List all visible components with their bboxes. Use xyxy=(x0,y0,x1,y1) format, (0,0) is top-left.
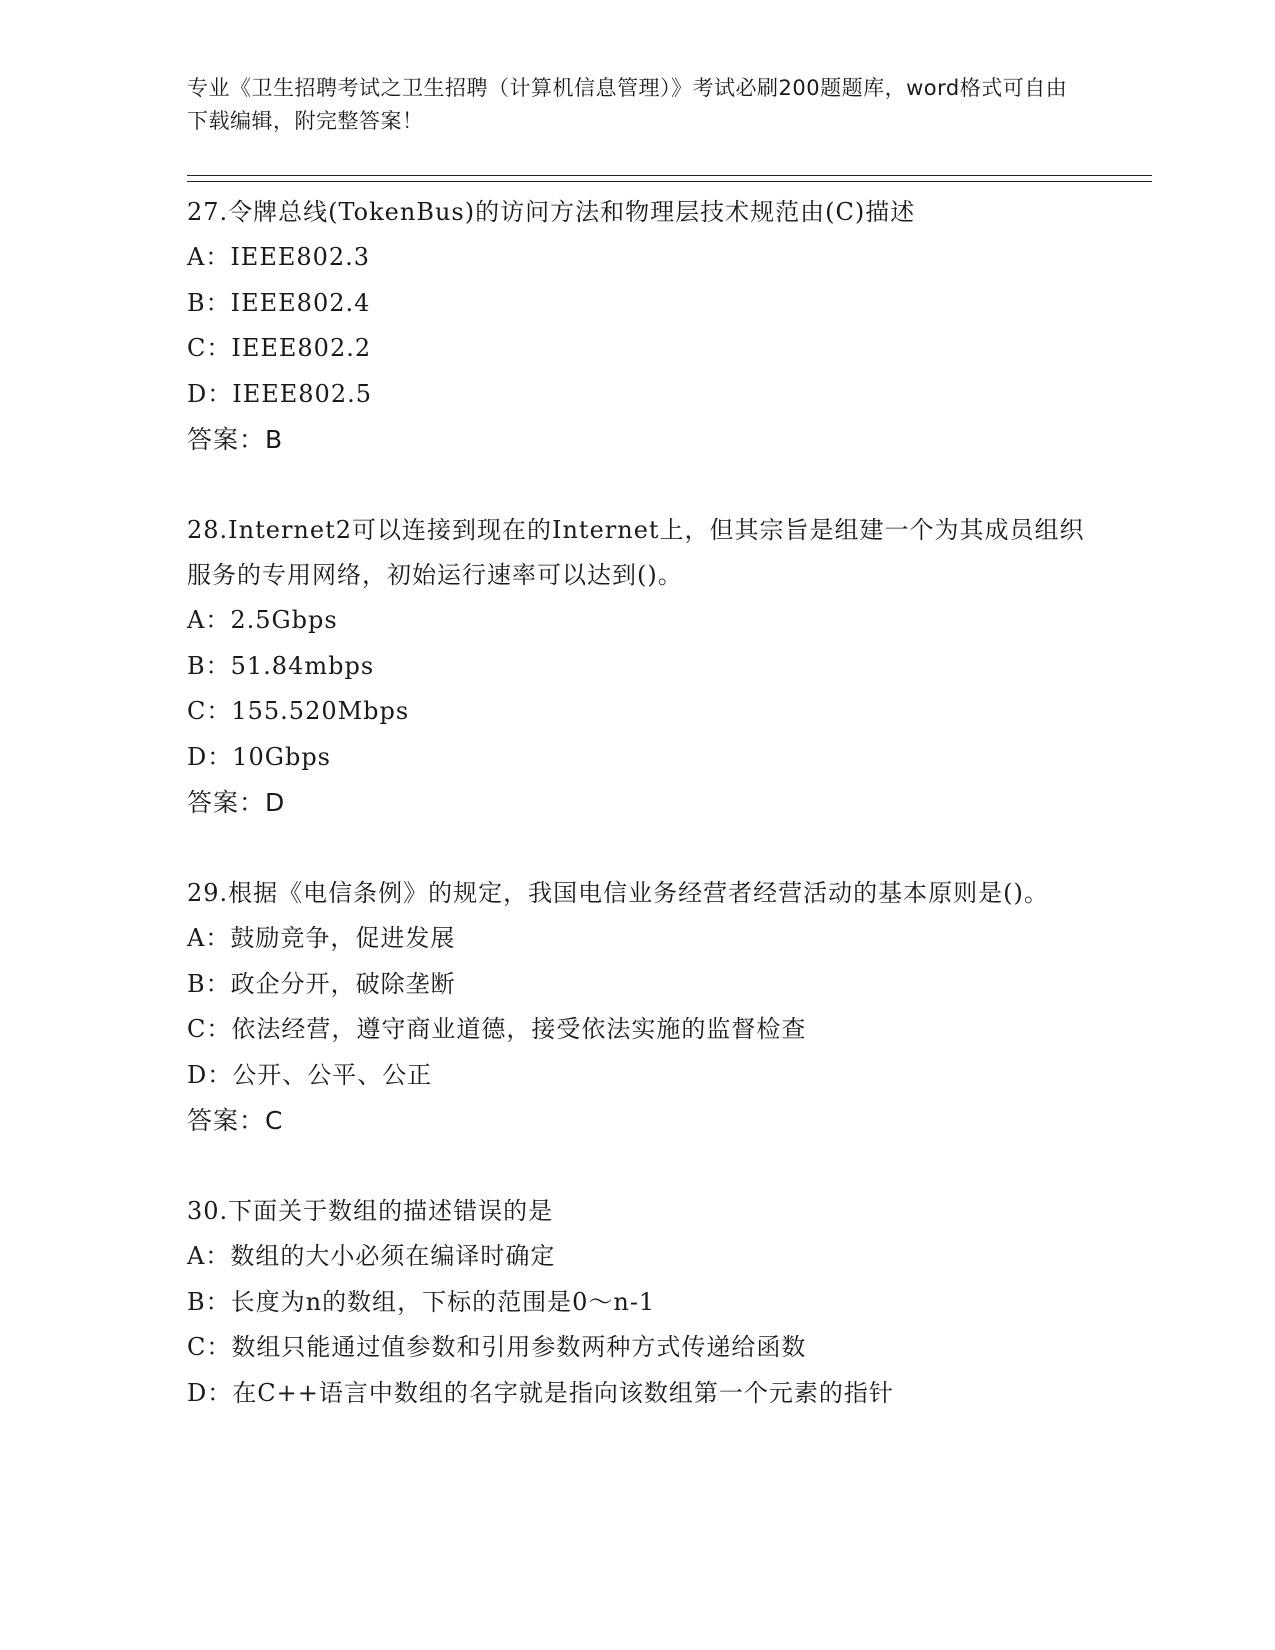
question-title: 28.Internet2可以连接到现在的Internet上，但其宗旨是组建一个为其成员组织服务的专用网络，初始运行速率可以达到()。 xyxy=(187,516,1085,589)
option-b: B：IEEE802.4 xyxy=(187,288,371,317)
header-rule-top xyxy=(187,175,1152,176)
option-c: C：数组只能通过值参数和引用参数两种方式传递给函数 xyxy=(187,1333,807,1361)
option-d: D：10Gbps xyxy=(187,742,331,771)
question-title: 29.根据《电信条例》的规定，我国电信业务经营者经营活动的基本原则是()。 xyxy=(187,879,1049,907)
option-b: B：政企分开，破除垄断 xyxy=(187,969,456,998)
answer: 答案：D xyxy=(187,788,286,817)
question-28 xyxy=(187,508,1087,825)
question-30 xyxy=(187,1189,1087,1416)
question-title: 30.下面关于数组的描述错误的是 xyxy=(187,1197,554,1225)
answer: 答案：B xyxy=(187,425,284,454)
question-27 xyxy=(187,190,1087,462)
option-a: A：2.5Gbps xyxy=(187,606,338,634)
option-b: B：长度为n的数组，下标的范围是0～n-1 xyxy=(187,1287,656,1316)
option-d: D：在C++语言中数组的名字就是指向该数组第一个元素的指针 xyxy=(187,1378,894,1407)
header-rule-bottom xyxy=(187,181,1152,182)
option-c: C：IEEE802.2 xyxy=(187,334,372,362)
option-b: B：51.84mbps xyxy=(187,651,375,680)
option-d: D：公开、公平、公正 xyxy=(187,1060,433,1089)
option-a: A：IEEE802.3 xyxy=(187,243,371,271)
question-title: 27.令牌总线(TokenBus)的访问方法和物理层技术规范由(C)描述 xyxy=(187,198,916,226)
option-d: D：IEEE802.5 xyxy=(187,379,372,408)
answer: 答案：C xyxy=(187,1106,284,1135)
option-a: A：数组的大小必须在编译时确定 xyxy=(187,1242,556,1270)
question-29 xyxy=(187,871,1087,1143)
option-a: A：鼓励竞争，促进发展 xyxy=(187,924,456,952)
option-c: C：155.520Mbps xyxy=(187,697,410,725)
option-c: C：依法经营，遵守商业道德，接受依法实施的监督检查 xyxy=(187,1015,807,1043)
document-header: 专业《卫生招聘考试之卫生招聘（计算机信息管理）》考试必刷200题题库，word格式可自由下载编辑，附完整答案！ xyxy=(187,76,1068,133)
question-list xyxy=(187,190,1087,1462)
